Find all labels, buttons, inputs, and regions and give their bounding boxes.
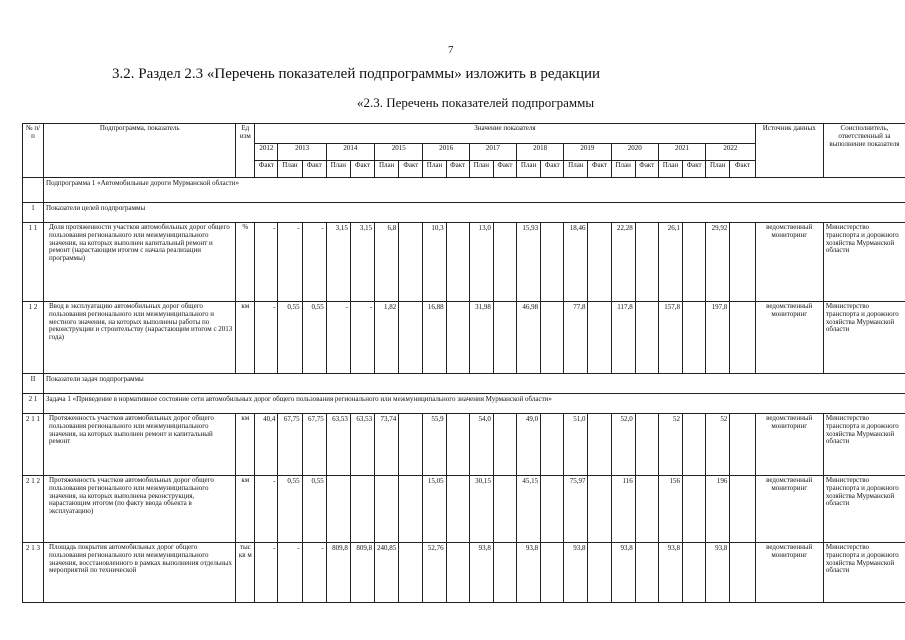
value-cell: [446, 476, 469, 543]
value-cell: [588, 414, 611, 476]
plan-header: План: [375, 161, 399, 178]
value-cell: 75,97: [564, 476, 588, 543]
year-header: 2019: [564, 144, 611, 161]
section-title: Показатели задач подпрограммы: [44, 374, 905, 394]
year-header: 2015: [375, 144, 423, 161]
value-cell: [588, 223, 611, 302]
value-cell: 73,74: [375, 414, 399, 476]
source-cell: ведомственный мониторинг: [755, 543, 823, 603]
page-number: 7: [448, 44, 454, 56]
value-cell: -: [278, 543, 302, 603]
value-cell: 117,8: [611, 302, 635, 374]
value-cell: [588, 476, 611, 543]
value-cell: 77,8: [564, 302, 588, 374]
value-cell: 93,8: [611, 543, 635, 603]
source-cell: ведомственный мониторинг: [755, 302, 823, 374]
value-cell: [446, 414, 469, 476]
year-header: 2018: [516, 144, 563, 161]
source-cell: ведомственный мониторинг: [755, 414, 823, 476]
header-number: № п/п: [23, 124, 44, 178]
value-cell: 13,0: [469, 223, 493, 302]
plan-header: План: [469, 161, 493, 178]
value-cell: 67,75: [278, 414, 302, 476]
value-cell: 0,55: [278, 476, 302, 543]
value-cell: [399, 302, 423, 374]
value-cell: 31,98: [469, 302, 493, 374]
value-cell: [493, 476, 516, 543]
row-number: 2 1 1: [23, 414, 44, 476]
unit-cell: км: [236, 302, 255, 374]
value-cell: 93,8: [658, 543, 682, 603]
plan-header: План: [423, 161, 446, 178]
plan-header: План: [326, 161, 350, 178]
plan-header: План: [516, 161, 540, 178]
value-cell: [493, 223, 516, 302]
value-cell: 6,8: [375, 223, 399, 302]
value-cell: 15,93: [516, 223, 540, 302]
executor-cell: Министерство транспорта и дорожного хозяйства Мурманской области: [823, 476, 905, 543]
year-header: 2020: [611, 144, 658, 161]
value-cell: 93,8: [706, 543, 730, 603]
value-cell: 196: [706, 476, 730, 543]
value-cell: [399, 476, 423, 543]
value-cell: [541, 414, 564, 476]
value-cell: 63,53: [326, 414, 350, 476]
value-cell: 1,82: [375, 302, 399, 374]
year-header: 2021: [658, 144, 705, 161]
value-cell: [635, 302, 658, 374]
value-cell: 49,0: [516, 414, 540, 476]
plan-header: План: [611, 161, 635, 178]
value-cell: 0,55: [302, 302, 326, 374]
table-row: [23, 476, 905, 543]
task-title: Задача 1 «Приведение в нормативное состояние сети автомобильных дорог общего пользования регионального или межмуниципального значения Мурманской области»: [44, 394, 905, 414]
value-cell: -: [302, 543, 326, 603]
value-cell: [730, 543, 755, 603]
value-cell: [683, 223, 706, 302]
value-cell: 46,98: [516, 302, 540, 374]
value-cell: 0,55: [302, 476, 326, 543]
value-cell: [541, 223, 564, 302]
value-cell: [326, 476, 350, 543]
value-cell: -: [350, 302, 374, 374]
value-cell: 29,92: [706, 223, 730, 302]
value-cell: 93,8: [516, 543, 540, 603]
value-cell: -: [326, 302, 350, 374]
value-cell: [635, 414, 658, 476]
fact-header: Факт: [588, 161, 611, 178]
fact-header: Факт: [302, 161, 326, 178]
value-cell: 16,88: [423, 302, 446, 374]
unit-cell: км: [236, 414, 255, 476]
year-header: 2016: [423, 144, 469, 161]
year-header: 2014: [326, 144, 374, 161]
value-cell: 3,15: [326, 223, 350, 302]
fact-header: Факт: [399, 161, 423, 178]
row-number: 1 1: [23, 223, 44, 302]
fact-header: Факт: [255, 161, 278, 178]
value-cell: 0,55: [278, 302, 302, 374]
value-cell: 156: [658, 476, 682, 543]
value-cell: [446, 302, 469, 374]
unit-cell: тыс кв м: [236, 543, 255, 603]
value-cell: [493, 414, 516, 476]
table-row: [23, 223, 905, 302]
subprogram-title: Подпрограмма 1 «Автомобильные дороги Мурманской области»: [44, 178, 905, 203]
section-number: II: [23, 374, 44, 394]
plan-header: План: [658, 161, 682, 178]
value-cell: 40,4: [255, 414, 278, 476]
value-cell: [493, 302, 516, 374]
value-cell: 809,8: [350, 543, 374, 603]
row-number: 2 1 2: [23, 476, 44, 543]
value-cell: 240,85: [375, 543, 399, 603]
executor-cell: Министерство транспорта и дорожного хозяйства Мурманской области: [823, 223, 905, 302]
table-row: [23, 414, 905, 476]
value-cell: [541, 476, 564, 543]
value-cell: [350, 476, 374, 543]
fact-header: Факт: [541, 161, 564, 178]
value-cell: 52,76: [423, 543, 446, 603]
value-cell: 63,53: [350, 414, 374, 476]
header-source: Источник данных: [755, 124, 823, 178]
value-cell: [446, 543, 469, 603]
value-cell: 3,15: [350, 223, 374, 302]
value-cell: 30,15: [469, 476, 493, 543]
fact-header: Факт: [730, 161, 755, 178]
value-cell: -: [255, 223, 278, 302]
value-cell: [399, 223, 423, 302]
table-subheading: «2.3. Перечень показателей подпрограммы: [357, 95, 595, 110]
indicator-name: Протяженность участков автомобильных дорог общего пользования регионального или межмуниципального значения, на которых выполнен ремонт и капитальный ремонт: [44, 414, 236, 476]
header-indicator: Подпрограмма, показатель: [44, 124, 236, 178]
table-row: [23, 302, 905, 374]
value-cell: 22,28: [611, 223, 635, 302]
section-heading: 3.2. Раздел 2.3 «Перечень показателей подпрограммы» изложить в редакции: [112, 66, 601, 82]
unit-cell: %: [236, 223, 255, 302]
value-cell: -: [255, 476, 278, 543]
value-cell: 809,8: [326, 543, 350, 603]
executor-cell: Министерство транспорта и дорожного хозяйства Мурманской области: [823, 414, 905, 476]
value-cell: [399, 414, 423, 476]
header-executor: Соисполнитель, ответственный за выполнение показателя: [823, 124, 905, 178]
value-cell: [399, 543, 423, 603]
year-header: 2012: [255, 144, 278, 161]
value-cell: -: [255, 302, 278, 374]
indicators-table: [22, 123, 905, 603]
section-number: [23, 178, 44, 203]
row-number: 1 2: [23, 302, 44, 374]
fact-header: Факт: [446, 161, 469, 178]
plan-header: План: [564, 161, 588, 178]
section-number: 1: [23, 203, 44, 223]
value-cell: [493, 543, 516, 603]
value-cell: 52: [658, 414, 682, 476]
source-cell: ведомственный мониторинг: [755, 476, 823, 543]
value-cell: [541, 302, 564, 374]
plan-header: План: [706, 161, 730, 178]
fact-header: Факт: [683, 161, 706, 178]
value-cell: 15,05: [423, 476, 446, 543]
value-cell: [635, 543, 658, 603]
value-cell: 55,9: [423, 414, 446, 476]
year-header: 2013: [278, 144, 326, 161]
value-cell: [683, 543, 706, 603]
value-cell: [375, 476, 399, 543]
value-cell: 52: [706, 414, 730, 476]
value-cell: 54,0: [469, 414, 493, 476]
value-cell: 51,0: [564, 414, 588, 476]
value-cell: 93,8: [469, 543, 493, 603]
value-cell: 157,8: [658, 302, 682, 374]
executor-cell: Министерство транспорта и дорожного хозяйства Мурманской области: [823, 302, 905, 374]
fact-header: Факт: [350, 161, 374, 178]
section-title: Показатели целей подпрограммы: [44, 203, 905, 223]
value-cell: 18,46: [564, 223, 588, 302]
value-cell: 45,15: [516, 476, 540, 543]
value-cell: 52,0: [611, 414, 635, 476]
unit-cell: км: [236, 476, 255, 543]
executor-cell: Министерство транспорта и дорожного хозяйства Мурманской области: [823, 543, 905, 603]
value-cell: [446, 223, 469, 302]
plan-header: План: [278, 161, 302, 178]
fact-header: Факт: [635, 161, 658, 178]
value-cell: [635, 476, 658, 543]
value-cell: [683, 414, 706, 476]
value-cell: [730, 414, 755, 476]
value-cell: 93,8: [564, 543, 588, 603]
section-number: 2 1: [23, 394, 44, 414]
value-cell: [730, 476, 755, 543]
value-cell: 116: [611, 476, 635, 543]
value-cell: 197,8: [706, 302, 730, 374]
value-cell: [683, 302, 706, 374]
source-cell: ведомственный мониторинг: [755, 223, 823, 302]
value-cell: -: [255, 543, 278, 603]
value-cell: [588, 302, 611, 374]
value-cell: [541, 543, 564, 603]
header-value: Значение показателя: [255, 124, 755, 144]
year-header: 2017: [469, 144, 516, 161]
indicator-name: Площадь покрытия автомобильных дорог общего пользования регионального или межмуниципального значения, восстановленного в рамках выполнения отдельных мероприятий по технической: [44, 543, 236, 603]
row-number: 2 1 3: [23, 543, 44, 603]
header-unit: Ед изм: [236, 124, 255, 178]
value-cell: -: [278, 223, 302, 302]
indicator-name: Протяженность участков автомобильных дорог общего пользования регионального или межмуниципального значения, на которых выполнена реконструкция, нарастающим итогом (по факту ввода объекта в эксплуатацию): [44, 476, 236, 543]
value-cell: [635, 223, 658, 302]
value-cell: [730, 302, 755, 374]
value-cell: -: [302, 223, 326, 302]
year-header: 2022: [706, 144, 755, 161]
value-cell: 26,1: [658, 223, 682, 302]
value-cell: 10,3: [423, 223, 446, 302]
value-cell: 67,75: [302, 414, 326, 476]
table-row: [23, 543, 905, 603]
fact-header: Факт: [493, 161, 516, 178]
value-cell: [683, 476, 706, 543]
indicator-name: Ввод в эксплуатацию автомобильных дорог общего пользования регионального или межмуниципального и местного значения, на которых выполнены работы по реконструкции и строительству (нарастающим итогом с 2013 года): [44, 302, 236, 374]
indicator-name: Доля протяженности участков автомобильных дорог общего пользования регионального или межмуниципального значения, на которых выполнен капитальный ремонт и ремонт (нарастающим итогом с начала реализации программы): [44, 223, 236, 302]
value-cell: [730, 223, 755, 302]
value-cell: [588, 543, 611, 603]
